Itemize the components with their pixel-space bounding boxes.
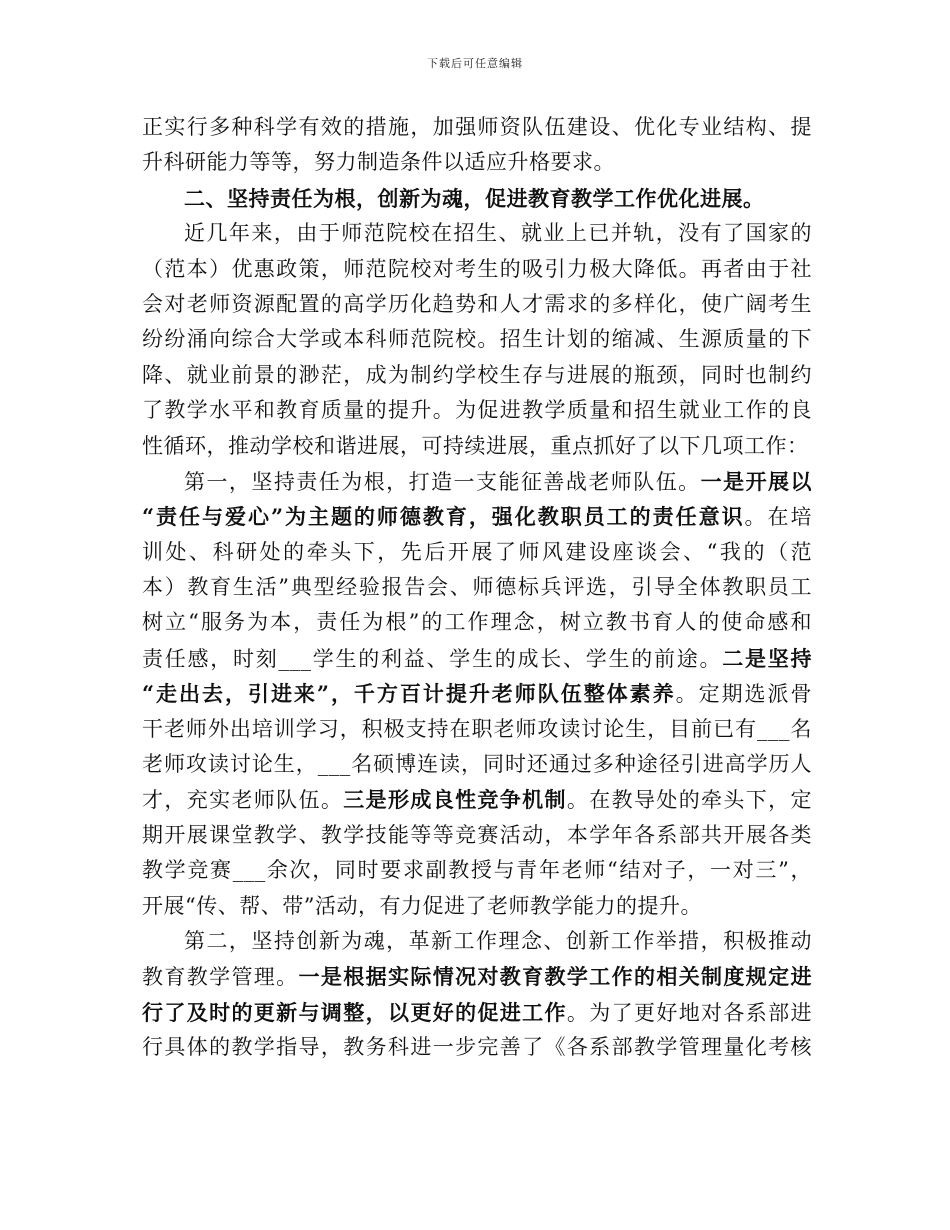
text-line-18 — [142, 712, 812, 747]
text-segment: 树立“服务为本，责任为根”的工作理念，树立教书育人的使命感和 — [142, 610, 812, 635]
text-segment: 。定期选派骨 — [675, 682, 813, 707]
text-segment: 了教学水平和教育质量的提升。为促进教学质量和招生就业工作的良 — [142, 398, 812, 423]
text-line-6 — [142, 287, 812, 322]
text-segment: 才，充实老师队伍。 — [142, 788, 344, 813]
text-line-13 — [142, 535, 812, 570]
text-line-23 — [142, 889, 812, 924]
text-line-11 — [142, 464, 812, 499]
text-segment: 开展“传、帮、带”活动，有力促进了老师教学能力的提升。 — [142, 893, 702, 918]
text-segment: 会对老师资源配置的高学历化趋势和人才需求的多样化，使广阔考生 — [142, 291, 812, 316]
text-segment: 正实行多种科学有效的措施，加强师资队伍建设、优化专业结构、提 — [142, 115, 812, 139]
text-segment: 老师攻读讨论生，___名硕博连读，同时还通过多种途径引进高学历人 — [142, 752, 812, 777]
text-line-8 — [142, 358, 812, 393]
text-segment: 。在培 — [744, 505, 813, 530]
text-line-22 — [142, 853, 812, 888]
text-segment: （范本）优惠政策，师范院校对考生的吸引力极大降低。再者由于社 — [142, 256, 812, 281]
text-segment: 本）教育生活”典型经验报告会、师德标兵评选，引导全体教职员工 — [142, 575, 812, 600]
text-segment: 教育教学管理。 — [142, 965, 299, 990]
text-line-19 — [142, 747, 812, 782]
text-line-2 — [142, 145, 812, 180]
bold-text-segment: 一是开展以 — [700, 468, 813, 494]
bold-text-segment: 二是坚持 — [722, 645, 812, 671]
text-segment: 降、就业前景的渺茫，成为制约学校生存与进展的瓶颈，同时也制约 — [142, 362, 812, 387]
text-line-4 — [142, 216, 812, 251]
text-line-14 — [142, 570, 812, 605]
text-segment: 。在教导处的牵头下，定 — [566, 788, 813, 813]
text-line-26 — [142, 995, 812, 1030]
bold-text-segment: 一是根据实际情况对教育教学工作的相关制度规定进 — [298, 964, 813, 990]
text-line-9 — [142, 393, 812, 428]
text-segment: 责任感，时刻___学生的利益、学生的成长、学生的前途。 — [142, 646, 723, 671]
text-segment: 干老师外出培训学习，积极支持在职老师攻读讨论生，目前已有___名 — [142, 716, 812, 741]
text-line-12 — [142, 499, 812, 534]
text-line-17 — [142, 676, 812, 711]
text-segment: 第二，坚持创新为魂，革新工作理念、创新工作举措，积极推动 — [184, 928, 812, 953]
text-line-10 — [142, 429, 812, 464]
text-line-15 — [142, 605, 812, 640]
text-line-27 — [142, 1030, 812, 1065]
text-line-7 — [142, 322, 812, 357]
text-segment: 性循环，推动学校和谐进展，可持续进展，重点抓好了以下几项工作： — [142, 433, 809, 458]
text-segment: 第一，坚持责任为根，打造一支能征善战老师队伍。 — [184, 469, 701, 494]
text-line-24 — [142, 924, 812, 959]
bold-text-segment: “责任与爱心”为主题的师德教育，强化教职员工的责任意识 — [142, 504, 745, 530]
page-header-note: 下载后可任意编辑 — [427, 57, 523, 70]
text-line-25 — [142, 959, 812, 994]
text-line-21 — [142, 818, 812, 853]
text-segment: 行具体的教学指导，教务科进一步完善了《各系部教学管理量化考核 — [142, 1035, 812, 1060]
text-segment: 升科研能力等等，努力制造条件以适应升格要求。 — [142, 150, 615, 175]
bold-text-segment: “走出去，引进来”，千方百计提升老师队伍整体素养 — [142, 681, 676, 707]
document-body — [142, 110, 812, 1066]
text-segment: 二、坚持责任为根，创新为魂，促进教育教学工作优化进展。 — [184, 185, 765, 211]
bold-text-segment: 三是形成良性竞争机制 — [343, 787, 567, 813]
text-line-5 — [142, 252, 812, 287]
text-segment: 。为了更好地对各系部进 — [566, 1000, 813, 1025]
text-line-16 — [142, 641, 812, 676]
text-line-1 — [142, 110, 812, 145]
text-line-3 — [142, 181, 812, 216]
text-segment: 训处、科研处的牵头下，先后开展了师风建设座谈会、“我的（范 — [142, 539, 812, 564]
text-line-20 — [142, 782, 812, 817]
text-segment: 期开展课堂教学、教学技能等等竞赛活动，本学年各系部共开展各类 — [142, 822, 812, 847]
text-segment: 纷纷涌向综合大学或本科师范院校。招生计划的缩减、生源质量的下 — [142, 327, 812, 352]
text-segment: 近几年来，由于师范院校在招生、就业上已并轨，没有了国家的 — [184, 221, 812, 246]
text-segment: 教学竞赛___余次，同时要求副教授与青年老师“结对子，一对三”， — [142, 858, 812, 883]
bold-text-segment: 行了及时的更新与调整，以更好的促进工作 — [142, 999, 567, 1025]
